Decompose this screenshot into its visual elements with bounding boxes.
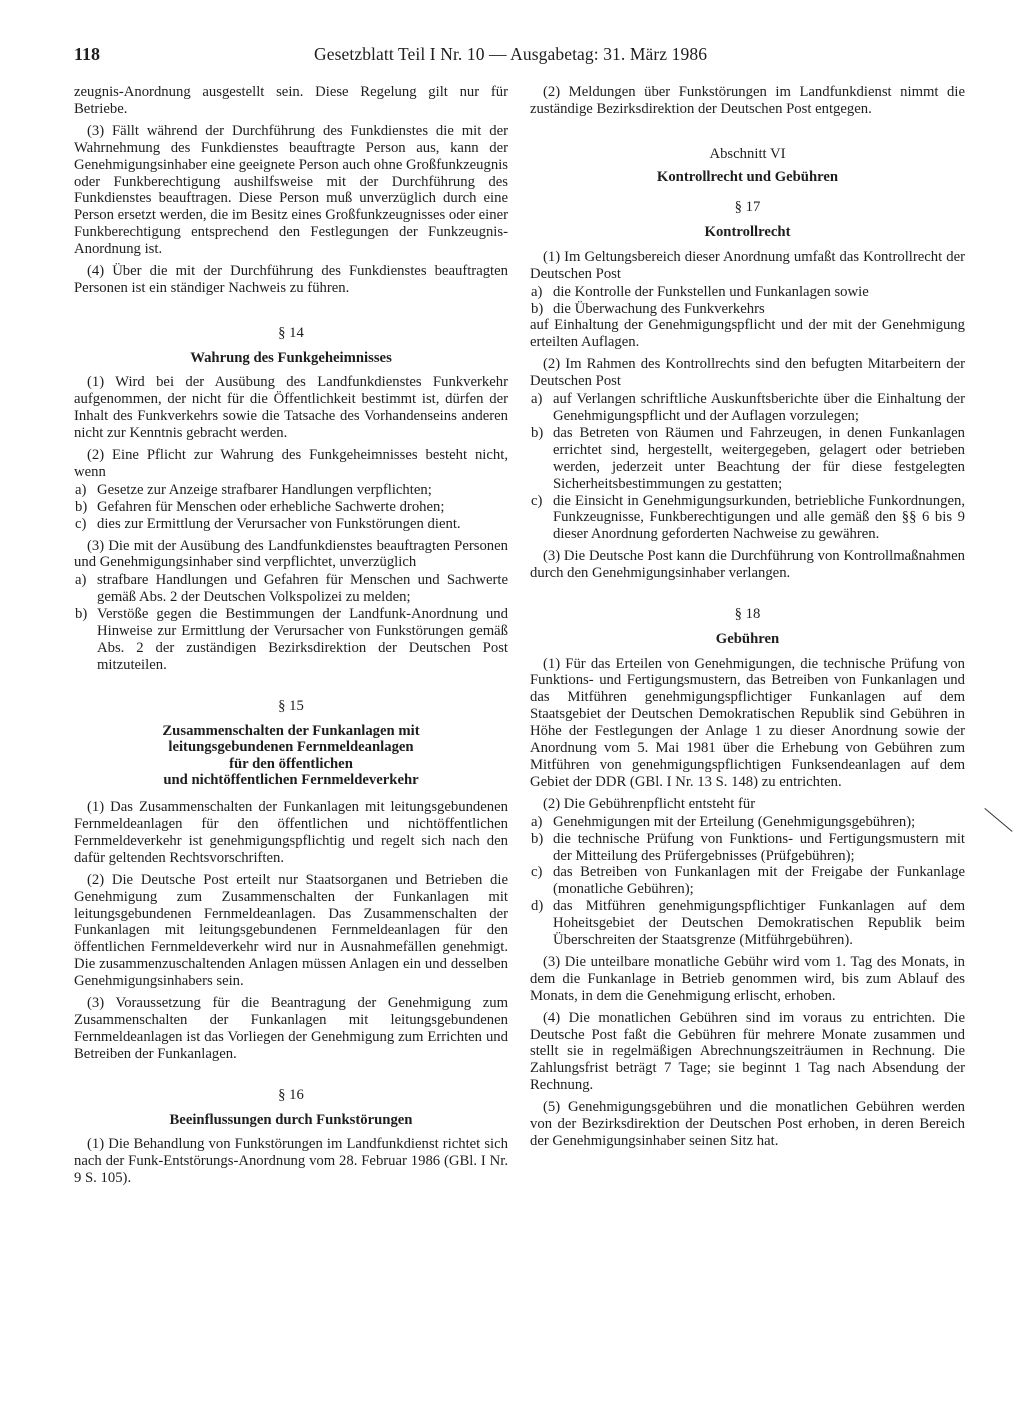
list-item — [74, 516, 508, 533]
list-label: a) — [75, 481, 87, 498]
section-title: Gebühren — [715, 630, 780, 647]
list-item — [74, 606, 508, 674]
list-text: Genehmigungen mit der Erteilung (Genehmigungsgebühren); — [553, 813, 916, 830]
list-label: b) — [531, 424, 544, 441]
paragraph: (5) Genehmigungsgebühren und die monatlichen Gebühren werden von der Bezirksdirektion der Deutschen Post erhoben, in deren Bereich der Genehmigungsinhaber seinen Sitz hat. — [530, 1099, 965, 1149]
section-number: § 15 — [278, 697, 304, 714]
margin-pen-mark — [984, 808, 1012, 832]
list-text: die technische Prüfung von Funktions- und Fertigungsmustern mit der Mitteilung des Prüfergebnisses (Prüfgebühren); — [553, 830, 965, 864]
paragraph: auf Einhaltung der Genehmigungspflicht und der mit der Genehmigung erteilten Auflagen. — [530, 317, 965, 351]
section-title-line: Zusammenschalten der Funkanlagen mit — [162, 722, 420, 739]
list-label: b) — [531, 300, 544, 317]
list-label: c) — [75, 515, 87, 532]
section-title: Beeinflussungen durch Funkstörungen — [169, 1111, 413, 1128]
list-label: a) — [531, 391, 543, 408]
paragraph: (2) Die Deutsche Post erteilt nur Staatsorganen und Betrieben die Genehmigung zum Zusammenschalten der Funkanlagen mit leitungsgebundenen Fernmeldeanlagen. Das Zusammenschalten der Funkanlagen mit leitungsgebundenen Fernmeldeanlagen für den öffentlichen Fernmeldeverkehr wird nur in Ausnahmefällen genehmigt. Die zusammenzuschaltenden Anlagen müssen Anlagen ein und desselben Genehmigungsinhabers sein. — [74, 871, 508, 990]
running-title: Gesetzblatt Teil I Nr. 10 — Ausgabetag: 31. März 1986 — [314, 44, 708, 64]
paragraph: (2) Eine Pflicht zur Wahrung des Funkgeheimnisses besteht nicht, wenn — [74, 447, 508, 480]
paragraph: (4) Über die mit der Durchführung des Funkdienstes beauftragten Personen ist ein ständiger Nachweis zu führen. — [74, 263, 508, 296]
paragraph: (1) Wird bei der Ausübung des Landfunkdienstes Funkverkehr aufgenommen, der nicht für die Öffentlichkeit bestimmt ist, dürfen der Inhalt des Funkverkehrs sowie die Tatsache des Vorhandenseins anderen nicht zur Kenntnis gebracht werden. — [74, 374, 508, 442]
list-item — [530, 814, 965, 831]
list-text: Gefahren für Menschen oder erhebliche Sachwerte drohen; — [97, 498, 445, 515]
list-text: das Betreiben von Funkanlagen mit der Freigabe der Funkanlage (monatliche Gebühren); — [553, 864, 965, 898]
list-item — [530, 864, 965, 898]
section-title — [74, 723, 508, 789]
section-title: Wahrung des Funkgeheimnisses — [190, 349, 392, 366]
list-item — [530, 425, 965, 493]
list-item — [530, 391, 965, 425]
paragraph: (1) Die Behandlung von Funkstörungen im Landfunkdienst richtet sich nach der Funk-Entstörungs-Anordnung vom 28. Februar 1986 (GBl. I Nr. 9 S. 105). — [74, 1136, 508, 1186]
list-text: die Einsicht in Genehmigungsurkunden, betriebliche Funkordnungen, Funkzeugnisse, Funkberechtigungen und alle gemäß den §§ 6 bis 9 dieser Anordnung geforderten Nachweise zu gewähren. — [553, 492, 965, 543]
list-text: das Betreten von Räumen und Fahrzeugen, in denen Funkanlagen errichtet sind, hergestellt, weitergegeben, gelagert oder betrieben werden, jederzeit unter Beachtung der für diese festgelegten Sicherheitsbestimmungen zu gestatten; — [553, 424, 965, 492]
section-number: § 18 — [734, 606, 761, 623]
chapter-heading: Abschnitt VI — [709, 145, 786, 162]
list-label: b) — [531, 830, 544, 847]
list-label: a) — [531, 283, 543, 300]
list-item — [74, 572, 508, 606]
list-text: die Überwachung des Funkverkehrs — [553, 300, 765, 317]
list-text: Verstöße gegen die Bestimmungen der Landfunk-Anordnung und Hinweise zur Ermittlung der Verursacher von Funkstörungen gemäß Abs. 2 der zuständigen Bezirksdirektion der Deutschen Post mitzuteilen. — [97, 606, 508, 673]
list-text: dies zur Ermittlung der Verursacher von Funkstörungen dient. — [97, 515, 461, 532]
list-label: b) — [75, 498, 88, 515]
paragraph: (2) Die Gebührenpflicht entsteht für — [543, 795, 756, 812]
list-label: a) — [75, 572, 87, 589]
paragraph: (2) Im Rahmen des Kontrollrechts sind den befugten Mitarbeitern der Deutschen Post — [530, 356, 965, 390]
list-item — [530, 301, 965, 318]
list-item — [74, 499, 508, 516]
paragraph: (1) Im Geltungsbereich dieser Anordnung umfaßt das Kontrollrecht der Deutschen Post — [530, 248, 965, 282]
paragraph: (1) Das Zusammenschalten der Funkanlagen mit leitungsgebundenen Fernmeldeanlagen für den öffentlichen und nichtöffentlichen Fernmeldeverkehr ist genehmigungspflichtig und regelt sich nach den dafür geltenden Rechtsvorschriften. — [74, 799, 508, 866]
list-item — [530, 898, 965, 949]
right-column — [530, 84, 965, 1155]
paragraph: (3) Voraussetzung für die Beantragung der Genehmigung zum Zusammenschalten der Funkanlagen mit leitungsgebundenen Fernmeldeanlagen ist das Vorliegen der Genehmigung zum Errichten und Betreiben der Funkanlagen. — [74, 995, 508, 1062]
paragraph: (3) Die mit der Ausübung des Landfunkdienstes beauftragten Personen und Genehmigungsinhaber sind verpflichtet, unverzüglich — [74, 537, 508, 571]
section-title-line: für den öffentlichen — [229, 755, 353, 772]
list-item — [530, 831, 965, 865]
paragraph: (3) Die Deutsche Post kann die Durchführung von Kontrollmaßnahmen durch den Genehmigungsinhaber verlangen. — [530, 548, 965, 582]
list-text: die Kontrolle der Funkstellen und Funkanlagen sowie — [553, 283, 869, 300]
page-number: 118 — [74, 44, 101, 64]
paragraph: (3) Fällt während der Durchführung des Funkdienstes die mit der Wahrnehmung des Funkdienstes beauftragte Person aus, kann der Genehmigungsinhaber eine geeignete Person auch ohne Großfunkzeugnis oder Funkberechtigung aushilfsweise mit der Durchführung des Funkdienstes beauftragen. Diese Person muß unverzüglich durch eine Person ersetzt werden, die im Besitz eines Großfunkzeugnisses oder einer Funkberechtigung entsprechend den Festlegungen der Funkzeugnis-Anordnung ist. — [74, 122, 508, 258]
left-column — [74, 84, 508, 1192]
paragraph: (2) Meldungen über Funkstörungen im Landfunkdienst nimmt die zuständige Bezirksdirektion der Deutschen Post entgegen. — [530, 84, 965, 117]
page-header — [74, 44, 954, 68]
list-label: b) — [75, 606, 88, 623]
paragraph: (3) Die unteilbare monatliche Gebühr wird vom 1. Tag des Monats, in dem die Funkanlage in Betrieb genommen wird, bis zum Ablauf des Monats, in dem die Genehmigung erlischt, erhoben. — [530, 953, 965, 1004]
list-text: das Mitführen genehmigungspflichtiger Funkanlagen auf dem Hoheitsgebiet der Deutschen Demokratischen Republik beim Überschreiten der Staatsgrenze (Mitführgebühren). — [553, 898, 965, 949]
paragraph: (4) Die monatlichen Gebühren sind im voraus zu entrichten. Die Deutsche Post faßt die Gebühren für mehrere Monate zusammen und stellt sie in regelmäßigen Abrechnungszeiträumen in Rechnung. Die Zahlungsfrist beträgt 7 Tage; sie beginnt 1 Tag nach Absendung der Rechnung. — [530, 1009, 965, 1094]
list-item — [74, 482, 508, 499]
section-number: § 14 — [278, 324, 304, 341]
list-text: strafbare Handlungen und Gefahren für Menschen und Sachwerte gemäß Abs. 2 der Deutschen Volkspolizei zu melden; — [97, 572, 508, 606]
list-item — [530, 284, 965, 301]
list-label: a) — [531, 813, 543, 830]
section-number: § 17 — [734, 199, 761, 216]
list-label: d) — [531, 898, 544, 915]
paragraph: (1) Für das Erteilen von Genehmigungen, die technische Prüfung von Funktions- und Fertigungsmustern, das Betreiben von Funkanlagen und das Mitführen genehmigungspflichtiger Funkanlagen auf dem Staatsgebiet der Deutschen Demokratischen Republik sind Gebühren in Höhe der Festlegungen der Anlage 1 zu dieser Anordnung sowie der Anordnung vom 5. Mai 1981 über die Erhebung von Gebühren zum Mitführen von genehmigungspflichtigen Funksendeanlagen auf dem Gebiet der DDR (GBl. I Nr. 13 S. 148) zu entrichten. — [530, 655, 965, 790]
list-label: c) — [531, 492, 543, 509]
paragraph: zeugnis-Anordnung ausgestellt sein. Diese Regelung gilt nur für Betriebe. — [74, 84, 508, 117]
section-title-line: leitungsgebundenen Fernmeldeanlagen — [168, 739, 414, 756]
list-label: c) — [531, 864, 543, 881]
section-title: Kontrollrecht — [704, 224, 791, 241]
list-item — [530, 493, 965, 544]
chapter-title: Kontrollrecht und Gebühren — [656, 168, 839, 185]
list-text: Gesetze zur Anzeige strafbarer Handlungen verpflichten; — [97, 481, 432, 498]
section-title-line: und nichtöffentlichen Fernmeldeverkehr — [163, 772, 419, 789]
list-text: auf Verlangen schriftliche Auskunftsberichte über die Einhaltung der Genehmigungspflicht und der Auflagen vorzulegen; — [553, 391, 965, 424]
section-number: § 16 — [278, 1086, 304, 1103]
